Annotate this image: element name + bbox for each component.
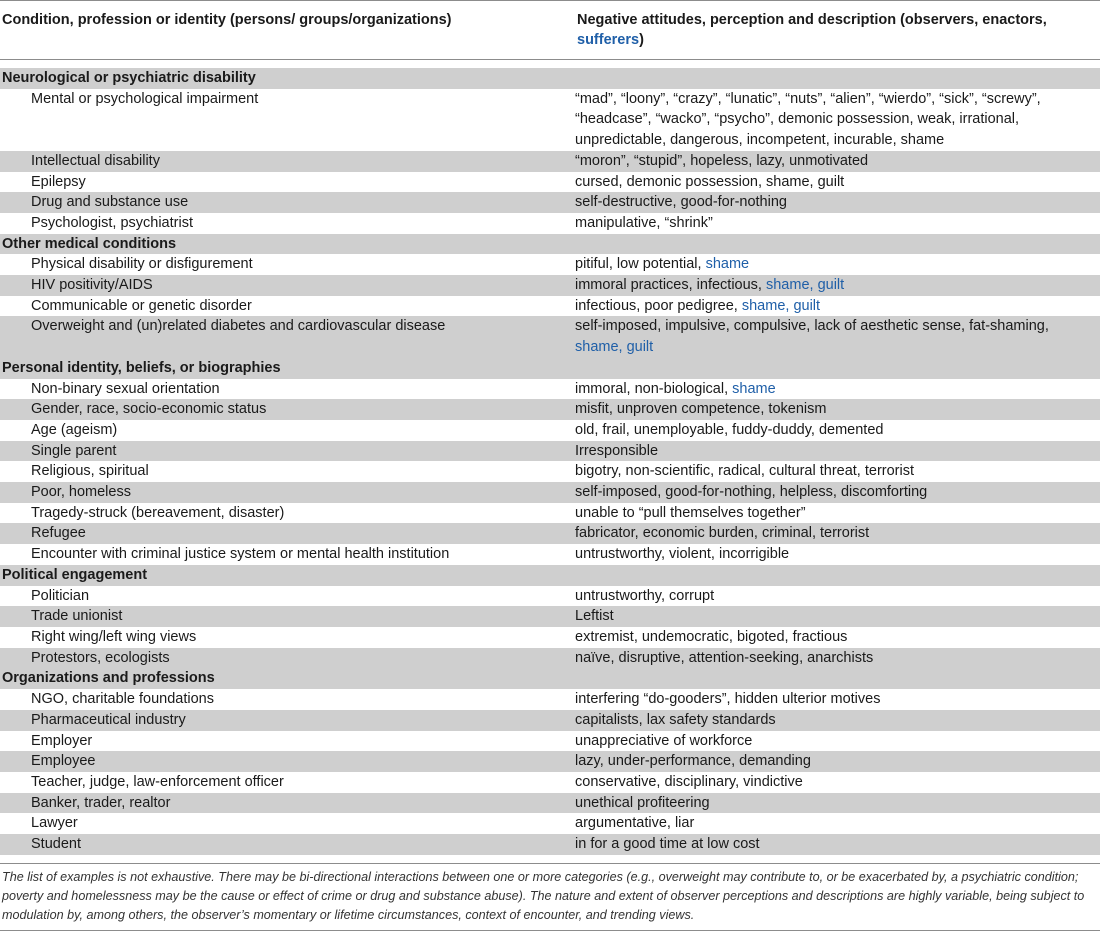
attitudes-text: unable to “pull themselves together” (575, 504, 806, 521)
attitudes-cell (575, 254, 1100, 275)
condition-cell: Politician (31, 587, 90, 604)
attitudes-text: lazy, under-performance, demanding (575, 753, 811, 770)
category-label: Personal identity, beliefs, or biographies (2, 359, 281, 376)
attitudes-cell (575, 648, 1100, 669)
table-row (0, 731, 1100, 752)
column-header-condition: Condition, profession or identity (persons/ groups/organizations) (2, 12, 452, 28)
attitudes-text: in for a good time at low cost (575, 836, 760, 853)
table-row (0, 399, 1100, 420)
table-row (0, 586, 1100, 607)
condition-cell: Psychologist, psychiatrist (31, 214, 193, 231)
condition-cell: Trade unionist (31, 608, 123, 625)
condition-cell: Employee (31, 753, 96, 770)
condition-cell: Overweight and (un)related diabetes and cardiovascular disease (31, 318, 446, 335)
table-row (0, 710, 1100, 731)
condition-cell: Religious, spiritual (31, 463, 149, 480)
attitudes-cell (575, 151, 1100, 172)
condition-cell: Encounter with criminal justice system or mental health institution (31, 546, 450, 563)
table-row (0, 523, 1100, 544)
table-body (0, 68, 1100, 855)
condition-cell: Tragedy-struck (bereavement, disaster) (31, 504, 285, 521)
table-row (0, 606, 1100, 627)
category-empty-cell (575, 234, 1100, 255)
attitudes-cell (575, 461, 1100, 482)
sufferers-label: sufferers (577, 32, 640, 48)
table-row (0, 151, 1100, 172)
table-row (0, 834, 1100, 855)
attitudes-cell (575, 441, 1100, 462)
attitudes-cell (575, 813, 1100, 834)
attitudes-cell (575, 379, 1100, 400)
attitudes-cell (575, 420, 1100, 441)
table-row (0, 772, 1100, 793)
table-row (0, 296, 1100, 317)
sufferer-attitude-text: shame (732, 380, 776, 397)
attitudes-cell (575, 544, 1100, 565)
attitudes-cell (575, 213, 1100, 234)
attitudes-text: old, frail, unemployable, fuddy-duddy, demented (575, 421, 884, 438)
attitudes-text: self-destructive, good-for-nothing (575, 194, 787, 211)
table-row (0, 689, 1100, 710)
condition-cell: Physical disability or disfigurement (31, 256, 253, 273)
condition-cell: Employer (31, 732, 93, 749)
table-row (0, 482, 1100, 503)
table-row (0, 275, 1100, 296)
attitudes-text: extremist, undemocratic, bigoted, fractious (575, 628, 848, 645)
category-empty-cell (575, 68, 1100, 89)
attitudes-cell (575, 192, 1100, 213)
sufferer-attitude-text: shame, guilt (575, 339, 654, 356)
table-row (0, 420, 1100, 441)
attitudes-text: untrustworthy, violent, incorrigible (575, 546, 790, 563)
table-header (0, 0, 1100, 60)
condition-cell: Age (ageism) (31, 421, 118, 438)
table-row (0, 751, 1100, 772)
condition-cell: HIV positivity/AIDS (31, 277, 153, 294)
attitudes-text: bigotry, non-scientific, radical, cultural threat, terrorist (575, 463, 915, 480)
attitudes-text: untrustworthy, corrupt (575, 587, 715, 604)
category-empty-cell (575, 565, 1100, 586)
column-header-attitudes-text: Negative attitudes, perception and description (observers, enactors, (577, 12, 1047, 28)
condition-cell: Poor, homeless (31, 484, 131, 501)
attitudes-cell (575, 296, 1100, 317)
table-row (0, 503, 1100, 524)
table-row (0, 316, 1100, 357)
table-row (0, 379, 1100, 400)
attitudes-text: argumentative, liar (575, 815, 695, 832)
attitudes-text: Irresponsible (575, 442, 659, 459)
attitudes-cell (575, 523, 1100, 544)
condition-cell: Right wing/left wing views (31, 628, 197, 645)
attitudes-cell (575, 731, 1100, 752)
attitudes-text: Leftist (575, 608, 614, 625)
attitudes-cell (575, 689, 1100, 710)
table-row (0, 441, 1100, 462)
condition-cell: Protestors, ecologists (31, 649, 170, 666)
category-row (0, 358, 1100, 379)
category-empty-cell (575, 358, 1100, 379)
condition-cell: Gender, race, socio-economic status (31, 401, 267, 418)
table-row (0, 89, 1100, 151)
condition-cell: Single parent (31, 442, 117, 459)
attitudes-cell (575, 503, 1100, 524)
condition-cell: Mental or psychological impairment (31, 90, 259, 107)
column-header-attitudes-close: ) (639, 32, 644, 48)
attitudes-cell (575, 606, 1100, 627)
attitudes-cell (575, 275, 1100, 296)
sufferer-attitude-text: shame, guilt (765, 277, 845, 294)
attitudes-text: cursed, demonic possession, shame, guilt (575, 173, 845, 190)
category-row (0, 68, 1100, 89)
attitudes-cell (575, 793, 1100, 814)
category-label: Other medical conditions (2, 235, 177, 252)
sufferer-attitude-text: shame, guilt (741, 297, 821, 314)
attitudes-cell (575, 89, 1100, 151)
category-label: Organizations and professions (2, 670, 215, 687)
attitudes-cell (575, 751, 1100, 772)
attitudes-cell (575, 172, 1100, 193)
attitudes-cell (575, 772, 1100, 793)
condition-cell: Teacher, judge, law-enforcement officer (31, 773, 284, 790)
table-row (0, 627, 1100, 648)
condition-cell: Epilepsy (31, 173, 86, 190)
attitudes-text: immoral practices, infectious, (575, 277, 766, 294)
attitudes-text: manipulative, “shrink” (575, 214, 713, 231)
attitudes-text: self-imposed, impulsive, compulsive, lack of aesthetic sense, fat-shaming, (575, 318, 1049, 335)
attitudes-text: pitiful, low potential, (575, 256, 706, 273)
attitudes-cell (575, 399, 1100, 420)
attitudes-cell (575, 316, 1100, 357)
attitudes-cell (575, 482, 1100, 503)
condition-cell: Communicable or genetic disorder (31, 297, 252, 314)
attitudes-text: infectious, poor pedigree, (575, 297, 742, 314)
table-row (0, 213, 1100, 234)
attitudes-text: “moron”, “stupid”, hopeless, lazy, unmotivated (575, 152, 869, 169)
condition-cell: Pharmaceutical industry (31, 711, 186, 728)
category-empty-cell (575, 668, 1100, 689)
attitudes-cell (575, 834, 1100, 855)
attitudes-cell (575, 586, 1100, 607)
table-row (0, 172, 1100, 193)
category-label: Neurological or psychiatric disability (2, 70, 256, 86)
attitudes-text: “mad”, “loony”, “crazy”, “lunatic”, “nuts”, “alien”, “wierdo”, “sick”, “screwy”, “headcase”, “wacko”, “psycho”, demonic possession, weak, irrational, unpredictable, dangerous, incompetent, incurable, shame (575, 90, 1041, 149)
table-row (0, 648, 1100, 669)
sufferer-attitude-text: shame (705, 256, 750, 273)
condition-cell: Student (31, 836, 81, 853)
attitudes-text: capitalists, lax safety standards (575, 711, 776, 728)
condition-cell: Drug and substance use (31, 194, 189, 211)
category-row (0, 565, 1100, 586)
attitudes-text: immoral, non-biological, (575, 380, 733, 397)
condition-cell: Banker, trader, realtor (31, 794, 171, 811)
table-row (0, 192, 1100, 213)
category-row (0, 234, 1100, 255)
category-row (0, 668, 1100, 689)
condition-cell: Non-binary sexual orientation (31, 380, 220, 397)
attitudes-text: fabricator, economic burden, criminal, terrorist (575, 525, 870, 542)
table-row (0, 254, 1100, 275)
condition-cell: Intellectual disability (31, 152, 160, 169)
attitudes-cell (575, 627, 1100, 648)
header-spacer (0, 60, 1100, 68)
condition-cell: NGO, charitable foundations (31, 691, 214, 708)
attitudes-text: self-imposed, good-for-nothing, helpless, discomforting (575, 484, 928, 501)
table-row (0, 461, 1100, 482)
table-row (0, 813, 1100, 834)
column-header-attitudes (577, 10, 1097, 50)
table-row (0, 544, 1100, 565)
attitudes-text: conservative, disciplinary, vindictive (575, 773, 803, 790)
attitudes-text: unethical profiteering (575, 794, 710, 811)
attitudes-text: unappreciative of workforce (575, 732, 753, 749)
attitudes-text: misfit, unproven competence, tokenism (575, 401, 827, 418)
condition-cell: Lawyer (31, 815, 78, 832)
attitudes-text: naïve, disruptive, attention-seeking, anarchists (575, 649, 874, 666)
attitudes-cell (575, 710, 1100, 731)
condition-cell: Refugee (31, 525, 86, 542)
table-row (0, 793, 1100, 814)
table-footnote: The list of examples is not exhaustive. There may be bi-directional interactions between one or more categories (e.g., overweight may contribute to, or be exacerbated by, a psychiatric condition; poverty and homelessness may be the cause or effect of crime or drug and substance abuse). The nature and extent of observer perceptions and descriptions are highly variable, being subject to modulation by, among others, the observer’s momentary or lifetime circumstances, context of encounter, and trending views. (0, 863, 1100, 931)
attitudes-text: interfering “do-gooders”, hidden ulterior motives (575, 691, 881, 708)
category-label: Political engagement (2, 566, 148, 583)
